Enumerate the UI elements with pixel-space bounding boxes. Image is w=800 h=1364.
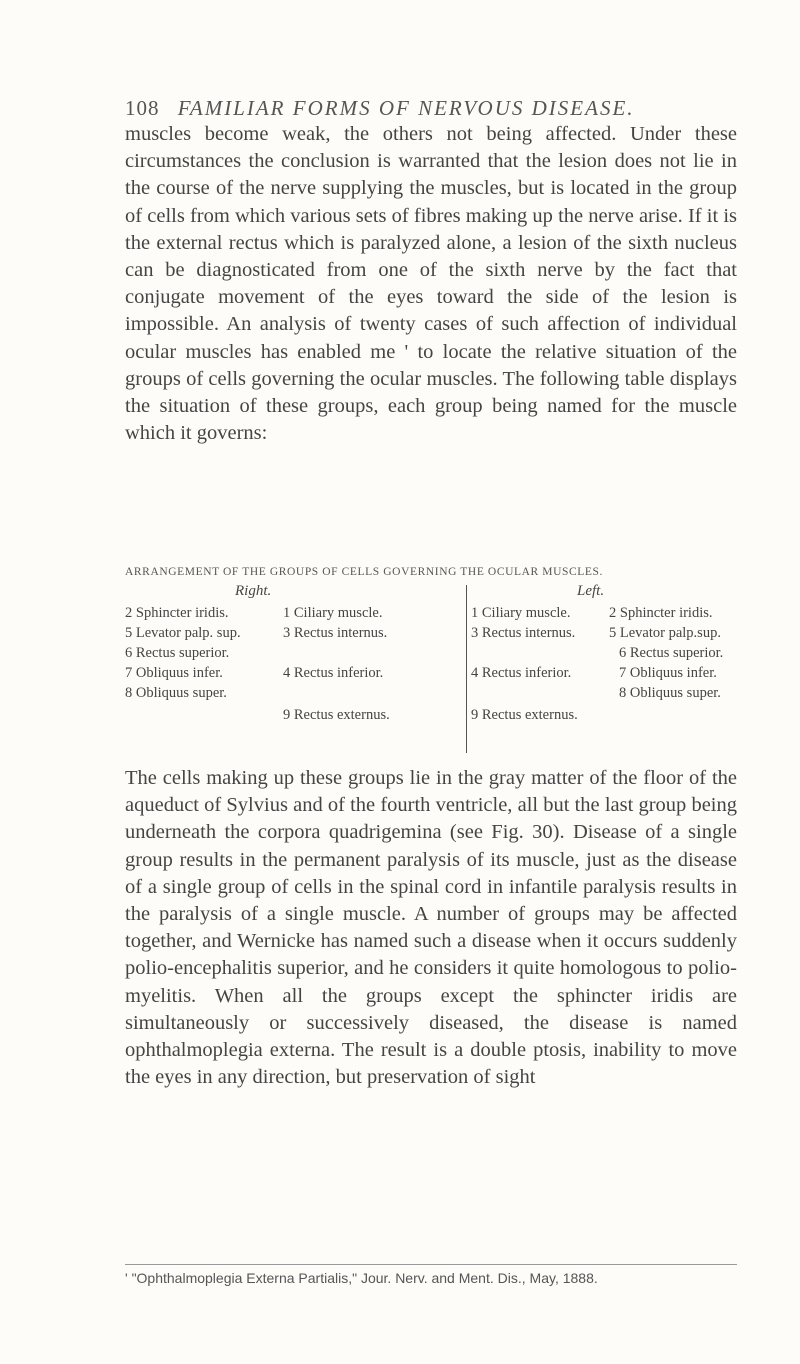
table-cell: 4 Rectus inferior. [283, 665, 384, 681]
table-cell: 4 Rectus inferior. [471, 665, 572, 681]
table-cell: 8 Obliquus super. [619, 685, 721, 701]
table-cell: 3 Rectus internus. [283, 625, 388, 641]
column-divider [466, 585, 467, 753]
table-cell: 7 Obliquus infer. [125, 665, 223, 681]
left-column-heading: Left. [577, 583, 605, 599]
table-cell: 5 Levator palp. sup. [125, 625, 241, 641]
paragraph-body: The cells making up these groups lie in the gray matter of the floor of the aqueduct of Sylvius and of the fourth ventricle, all but the last group being underneath the corpora quadrigemina (see Fig. 30). Disease of a single group results in the permanent paralysis of its muscle, just as the disease of a single group of cells in the spinal cord in infantile paralysis results in the paralysis of a single muscle. A number of groups may be affected together, and Wernicke has named such a disease when it occurs suddenly polio-encephalitis superior, and he considers it quite homologous to polio-myelitis. When all the groups except the sphincter iridis are simultaneously or successively diseased, the disease is named ophthalmoplegia externa. The result is a double ptosis, inability to move the eyes in any direction, but preservation of sight [125, 767, 737, 1089]
table-cell: 2 Sphincter iridis. [609, 605, 713, 621]
paragraph-intro: muscles become weak, the others not being affected. Under these circumstances the conclusion is warranted that the lesion does not lie in the course of the nerve supplying the muscles, but is located in the group of cells from which various sets of fibres making up the nerve arise. If it is the external rectus which is paralyzed alone, a lesion of the sixth nucleus can be diagnosticated from one of the sixth nerve by the fact that conjugate movement of the eyes toward the side of the lesion is impossible. An analysis of twenty cases of such affection of individual ocular muscles has enabled me ' to locate the relative situation of the groups of cells governing the ocular muscles. The following table displays the situation of these groups, each group being named for the muscle which it governs: [125, 123, 737, 445]
table-cell: 6 Rectus superior. [125, 645, 230, 661]
table-cell: 8 Obliquus super. [125, 685, 227, 701]
table-cell: 9 Rectus externus. [471, 707, 578, 723]
table-cell: 1 Ciliary muscle. [471, 605, 571, 621]
page-header [125, 96, 745, 121]
table-title: ARRANGEMENT OF THE GROUPS OF CELLS GOVERNING THE OCULAR MUSCLES. [125, 566, 603, 578]
table-cell: 2 Sphincter iridis. [125, 605, 229, 621]
right-column-heading: Right. [235, 583, 272, 599]
table-cell: 9 Rectus externus. [283, 707, 390, 723]
running-title: FAMILIAR FORMS OF NERVOUS DISEASE. [177, 96, 635, 120]
footnote-rule [125, 1264, 737, 1265]
muscle-table [125, 583, 737, 753]
footnote: ' "Ophthalmoplegia Externa Partialis," Jour. Nerv. and Ment. Dis., May, 1888. [125, 1270, 598, 1286]
page-number: 108 [125, 96, 160, 120]
table-cell: 6 Rectus superior. [619, 645, 724, 661]
table-cell: 5 Levator palp.sup. [609, 625, 721, 641]
table-cell: 3 Rectus internus. [471, 625, 576, 641]
table-cell: 1 Ciliary muscle. [283, 605, 383, 621]
table-cell: 7 Obliquus infer. [619, 665, 717, 681]
